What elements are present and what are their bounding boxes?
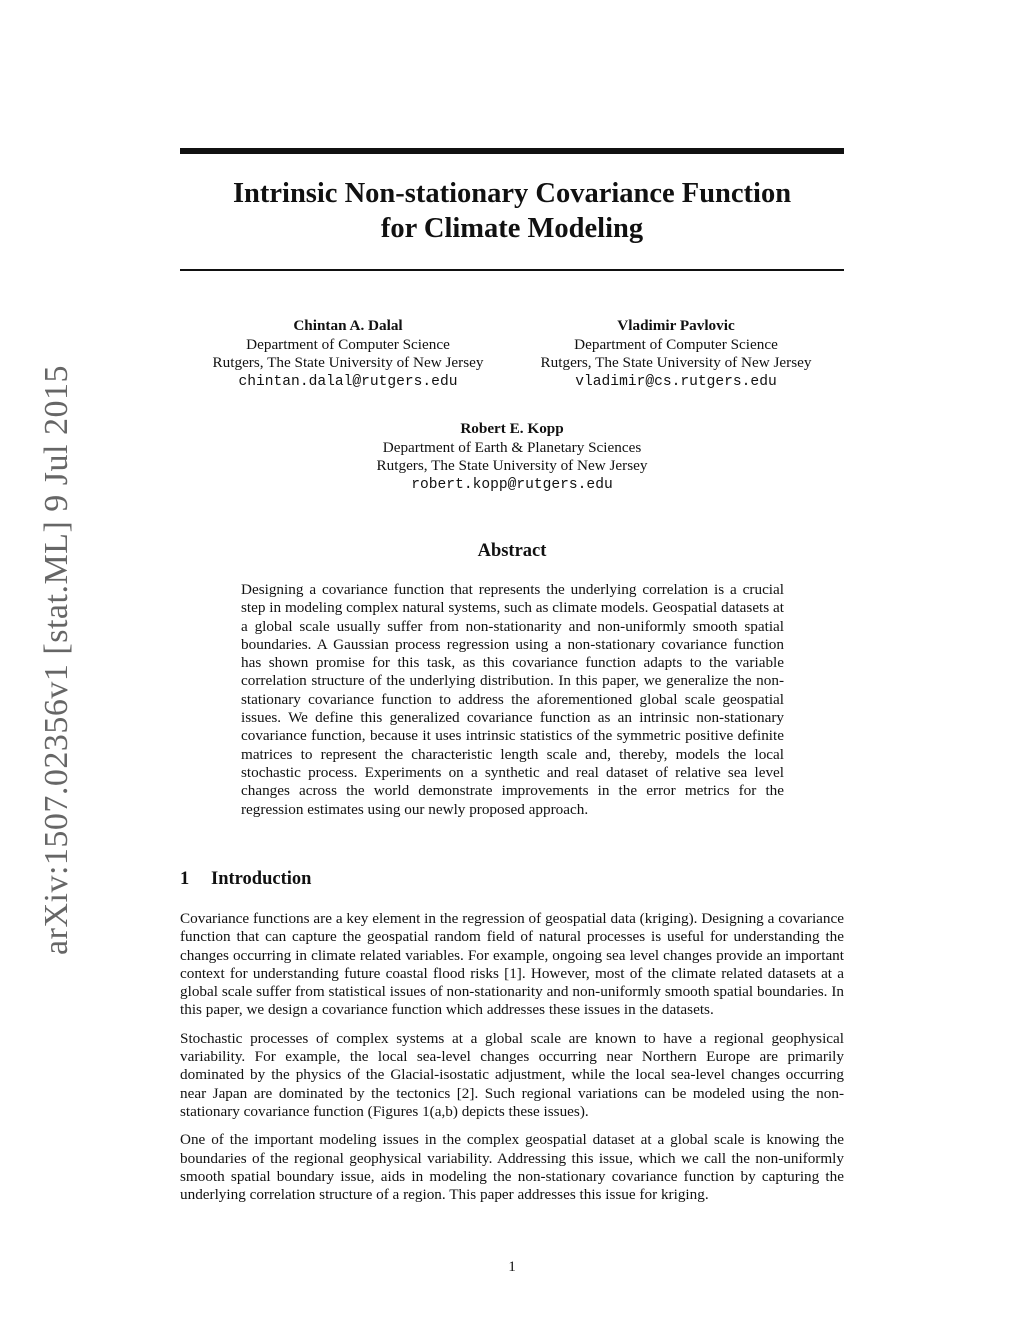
author-institution: Rutgers, The State University of New Jersey [212, 354, 484, 371]
author-department: Department of Computer Science [246, 335, 450, 353]
introduction-body [180, 910, 844, 1214]
section-number: 1 [180, 869, 190, 889]
section-heading [180, 869, 311, 890]
abstract-heading: Abstract [477, 541, 547, 561]
author-block [188, 317, 508, 391]
arxiv-identifier: arXiv:1507.02356v1 [stat.ML] 9 Jul 2015 [38, 365, 75, 955]
page-number: 1 [508, 1258, 516, 1275]
author-email[interactable]: robert.kopp@rutgers.edu [411, 476, 613, 493]
abstract-text: Designing a covariance function that represents the underlying correlation is a crucial step in modeling complex natural systems, such as climate models. Geospatial datasets at a global scale usually suffer from non-stationarity and non-uniformly smooth spatial boundaries. A Gaussian process regression using a non-stationary covariance function has shown promise for this task, as this covariance function adapts to the variable correlation structure of the underlying distribution. In this paper, we generalize the non-stationary covariance function to address the aforementioned global scale geospatial issues. We define this generalized covariance function as an intrinsic non-stationary covariance function, because it uses intrinsic statistics of the symmetric positive definite matrices to represent the characteristic length scale and, thereby, models the local stochastic process. Experiments on a synthetic and real dataset of relative sea level changes across the world demonstrate improvements in the error metrics for the regression estimates using our newly proposed approach. [241, 581, 784, 818]
title-line-2: for Climate Modeling [380, 213, 644, 244]
paper-title [180, 176, 844, 246]
title-bottom-rule [180, 269, 844, 271]
author-name: Chintan A. Dalal [293, 317, 403, 334]
author-department: Department of Computer Science [574, 335, 778, 353]
author-institution: Rutgers, The State University of New Jersey [540, 354, 812, 371]
paragraph: One of the important modeling issues in the complex geospatial dataset at a global scale is knowing the boundaries of the regional geophysical variability. Addressing this issue, which we call the non-uniformly smooth spatial boundary issue, aids in modeling the non-stationary covariance function by capturing the underlying correlation structure of a region. This paper addresses this issue for kriging. [180, 1131, 844, 1204]
author-department: Department of Earth & Planetary Sciences [382, 438, 642, 456]
author-name: Vladimir Pavlovic [617, 317, 735, 334]
author-block [352, 420, 672, 494]
paragraph: Covariance functions are a key element in the regression of geospatial data (kriging). Designing a covariance function that can capture the geospatial random field of natural processes is useful for understanding the changes occurring in climate related variables. For example, ongoing sea level changes provide an important context for understanding future coastal flood risks [1]. However, most of the climate related datasets at a global scale suffer from statistical issues of non-stationarity and non-uniformly smooth spatial boundaries. In this paper, we design a covariance function which addresses these issues in the datasets. [180, 910, 844, 1019]
author-institution: Rutgers, The State University of New Jersey [376, 457, 648, 474]
author-email[interactable]: chintan.dalal@rutgers.edu [238, 373, 458, 390]
author-email[interactable]: vladimir@cs.rutgers.edu [575, 373, 777, 390]
title-line-1: Intrinsic Non-stationary Covariance Function [232, 178, 792, 209]
author-name: Robert E. Kopp [460, 420, 564, 437]
paragraph: Stochastic processes of complex systems at a global scale are known to have a regional geophysical variability. For example, the local sea-level changes occurring near Northern Europe are primarily dominated by the physics of the Glacial-isostatic adjustment, while the local sea-level changes occurring near Japan are dominated by the tectonics [2]. Such regional variations can be modeled using the non-stationary covariance function (Figures 1(a,b) depicts these issues). [180, 1029, 844, 1120]
author-block [516, 317, 836, 391]
title-top-rule [180, 148, 844, 154]
section-title: Introduction [211, 869, 312, 889]
